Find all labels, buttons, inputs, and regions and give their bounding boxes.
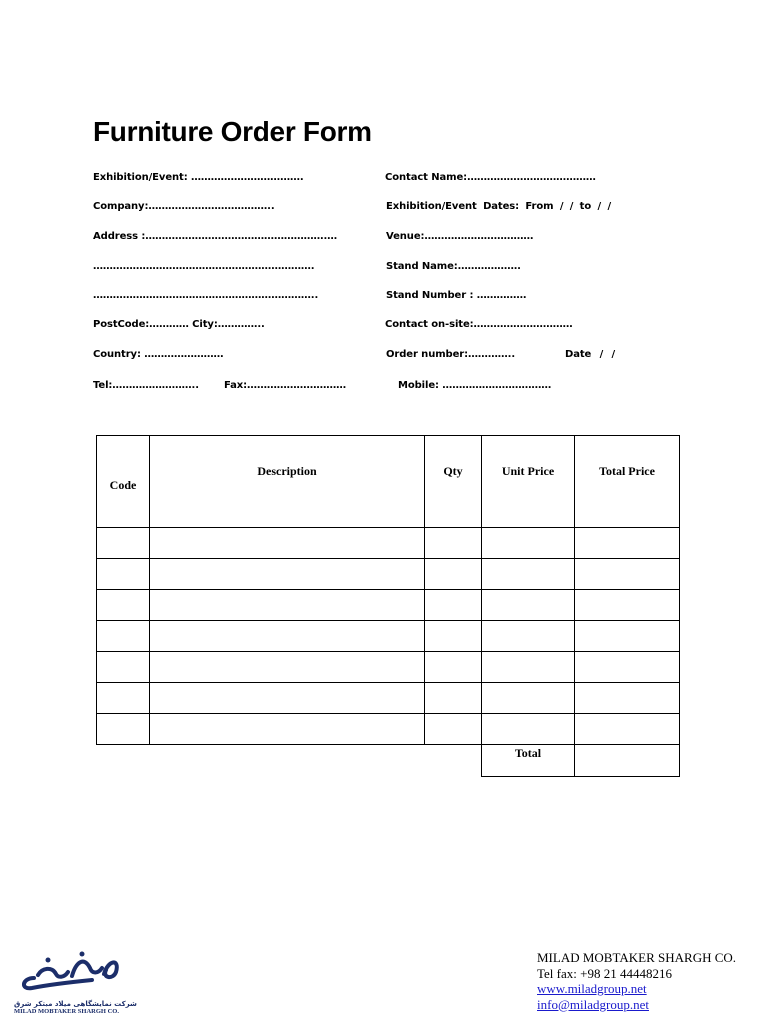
company-name: MILAD MOBTAKER SHARGH CO.: [537, 950, 737, 965]
header-total-price: Total Price: [575, 436, 680, 528]
table-row: [97, 590, 680, 621]
field-tel[interactable]: Tel:……………………..: [93, 380, 199, 391]
cell-description[interactable]: [150, 621, 425, 652]
logo-arabic-text: شرکت نمایشگاهی میلاد مبتکر شرق: [14, 1000, 137, 1008]
cell-total-price[interactable]: [575, 683, 680, 714]
field-contact-onsite[interactable]: Contact on-site:…………………………: [385, 319, 573, 330]
cell-qty[interactable]: [425, 559, 482, 590]
cell-description[interactable]: [150, 683, 425, 714]
cell-total-price[interactable]: [575, 559, 680, 590]
header-description: Description: [150, 436, 425, 528]
form-title: Furniture Order Form: [93, 116, 372, 147]
field-address-line2[interactable]: ………………………………………………………….: [93, 261, 315, 272]
cell-unit-price[interactable]: [482, 652, 575, 683]
table-row: [97, 714, 680, 745]
cell-unit-price[interactable]: [482, 528, 575, 559]
cell-description[interactable]: [150, 714, 425, 745]
field-fax[interactable]: Fax:…………………………: [224, 380, 347, 391]
field-venue[interactable]: Venue:……………………………: [386, 231, 534, 242]
cell-total-price[interactable]: [575, 590, 680, 621]
field-company[interactable]: Company:………………………………..: [93, 201, 275, 212]
total-label: Total: [482, 745, 575, 777]
field-country[interactable]: Country: ……………………: [93, 349, 224, 360]
header-qty: Qty: [425, 436, 482, 528]
header-code: Code: [97, 436, 150, 528]
cell-unit-price[interactable]: [482, 683, 575, 714]
table-row: [97, 683, 680, 714]
field-exhibition[interactable]: Exhibition/Event: …………………………….: [93, 172, 304, 183]
cell-description[interactable]: [150, 528, 425, 559]
company-email-link[interactable]: info@miladgroup.net: [537, 996, 649, 1012]
cell-description[interactable]: [150, 652, 425, 683]
table-header-row: [97, 436, 680, 528]
company-website-link[interactable]: www.miladgroup.net: [537, 981, 647, 996]
field-mobile[interactable]: Mobile: ……………………………: [398, 380, 552, 391]
cell-code[interactable]: [97, 683, 150, 714]
cell-total-price[interactable]: [575, 714, 680, 745]
cell-unit-price[interactable]: [482, 559, 575, 590]
cell-qty[interactable]: [425, 590, 482, 621]
logo-caption: [14, 1000, 137, 1015]
cell-qty[interactable]: [425, 621, 482, 652]
field-order-number[interactable]: Order number:…………..: [386, 349, 516, 360]
table-row: [97, 559, 680, 590]
field-stand-number[interactable]: Stand Number : ……………: [386, 290, 527, 301]
company-details: [537, 950, 736, 1012]
cell-qty[interactable]: [425, 652, 482, 683]
cell-qty[interactable]: [425, 528, 482, 559]
header-unit-price: Unit Price: [482, 436, 575, 528]
company-logo: [12, 948, 127, 1005]
table-row: [97, 528, 680, 559]
cell-description[interactable]: [150, 559, 425, 590]
cell-qty[interactable]: [425, 714, 482, 745]
field-address-line3[interactable]: …………………………………………………………..: [93, 290, 319, 301]
field-stand-name[interactable]: Stand Name:……………….: [386, 261, 521, 272]
field-contact-name[interactable]: Contact Name:…………………………………: [385, 172, 596, 183]
cell-description[interactable]: [150, 590, 425, 621]
cell-total-price[interactable]: [575, 528, 680, 559]
cell-code[interactable]: [97, 621, 150, 652]
cell-total-price[interactable]: [575, 652, 680, 683]
field-postcode-city[interactable]: PostCode:………… City:…………..: [93, 319, 265, 330]
cell-qty[interactable]: [425, 683, 482, 714]
logo-english-text: MILAD MOBTAKER SHARGH CO.: [14, 1008, 119, 1015]
order-table: [96, 435, 680, 777]
cell-unit-price[interactable]: [482, 590, 575, 621]
company-telfax: Tel fax: +98 21 44448216: [537, 965, 672, 981]
cell-code[interactable]: [97, 652, 150, 683]
cell-code[interactable]: [97, 559, 150, 590]
milad-logo-icon: [12, 948, 127, 1000]
table-row: [97, 652, 680, 683]
cell-code[interactable]: [97, 528, 150, 559]
field-date[interactable]: Date / /: [565, 349, 616, 360]
cell-total-price[interactable]: [575, 621, 680, 652]
table-row: [97, 621, 680, 652]
cell-code[interactable]: [97, 714, 150, 745]
field-event-dates[interactable]: Exhibition/Event Dates: From / / to / /: [386, 201, 612, 212]
cell-code[interactable]: [97, 590, 150, 621]
cell-unit-price[interactable]: [482, 621, 575, 652]
field-address[interactable]: Address :……………………………………………….…: [93, 231, 338, 242]
table-total-row: [97, 745, 680, 777]
total-value-cell[interactable]: [575, 745, 680, 777]
cell-unit-price[interactable]: [482, 714, 575, 745]
